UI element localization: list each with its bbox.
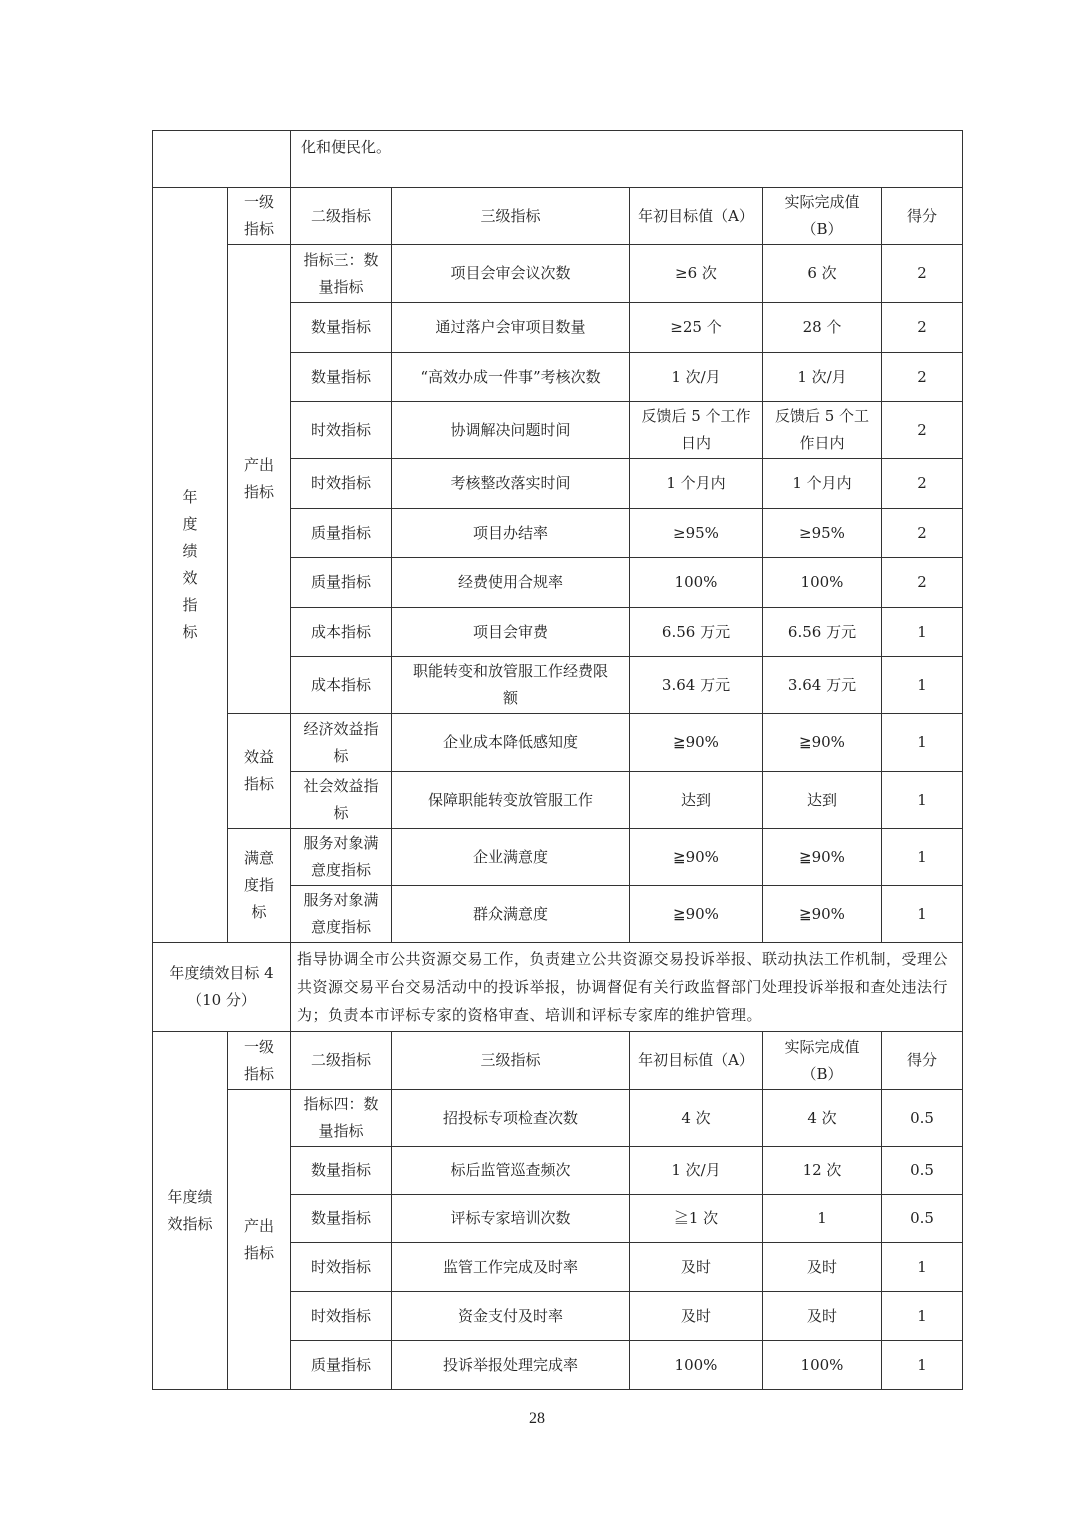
header-score: 得分	[882, 1032, 963, 1090]
cell-level2: 服务对象满 意度指标	[291, 829, 392, 886]
page-number: 28	[529, 1410, 545, 1427]
cell-level2: 数量指标	[291, 1195, 392, 1243]
header-level2: 二级指标	[291, 188, 392, 245]
performance-table	[152, 130, 963, 1390]
cell-score: 2	[882, 402, 963, 459]
cell-level2: 质量指标	[291, 509, 392, 558]
cell-score: 2	[882, 558, 963, 608]
cell-target: 1 次/月	[630, 353, 763, 402]
cell-level3: 考核整改落实时间	[392, 459, 630, 509]
group-output: 产出 指标	[228, 1090, 291, 1390]
cell-level2: 时效指标	[291, 459, 392, 509]
annual-indicator-label: 年 度 绩 效 指 标	[153, 188, 228, 943]
header-level1: 一级 指标	[228, 188, 291, 245]
cell-score: 1	[882, 714, 963, 772]
cell-level2: 社会效益指 标	[291, 772, 392, 829]
group-satisfaction: 满意 度指 标	[228, 829, 291, 943]
table-row	[153, 245, 963, 303]
cell-target: ≥25 个	[630, 303, 763, 353]
cell-level3: 职能转变和放管服工作经费限 额	[392, 657, 630, 714]
cell-actual: 100%	[763, 558, 882, 608]
cell-target: ≧90%	[630, 829, 763, 886]
cell-actual: ≧90%	[763, 886, 882, 943]
cell-score: 2	[882, 459, 963, 509]
cell-level2: 数量指标	[291, 1147, 392, 1195]
cell-target: 6.56 万元	[630, 608, 763, 657]
cell-score: 2	[882, 509, 963, 558]
header-level1: 一级 指标	[228, 1032, 291, 1090]
header-target: 年初目标值（A）	[630, 1032, 763, 1090]
header-target: 年初目标值（A）	[630, 188, 763, 245]
cell-score: 2	[882, 245, 963, 303]
cell-level2: 成本指标	[291, 657, 392, 714]
cell-target: ≧90%	[630, 886, 763, 943]
cell-score: 1	[882, 772, 963, 829]
annual-indicator-label: 年度绩 效指标	[153, 1032, 228, 1390]
cell-target: 4 次	[630, 1090, 763, 1147]
cell-level3: 通过落户会审项目数量	[392, 303, 630, 353]
cell-level3: 招投标专项检查次数	[392, 1090, 630, 1147]
cell-level3: 群众满意度	[392, 886, 630, 943]
cell-level3: 项目办结率	[392, 509, 630, 558]
cell-actual: 3.64 万元	[763, 657, 882, 714]
goal4-label: 年度绩效目标 4 （10 分）	[153, 943, 291, 1032]
cell-level3: 监管工作完成及时率	[392, 1243, 630, 1292]
cell-level3: 经费使用合规率	[392, 558, 630, 608]
cell-level2: 服务对象满 意度指标	[291, 886, 392, 943]
cell-level3: 协调解决问题时间	[392, 402, 630, 459]
cell-score: 1	[882, 829, 963, 886]
cell-target: 及时	[630, 1292, 763, 1341]
cell-score: 1	[882, 657, 963, 714]
cell-actual: 1 个月内	[763, 459, 882, 509]
cell-level2: 经济效益指 标	[291, 714, 392, 772]
cell-level3: 资金支付及时率	[392, 1292, 630, 1341]
header-score: 得分	[882, 188, 963, 245]
cell-level2: 质量指标	[291, 1341, 392, 1390]
cell-level3: 项目会审会议次数	[392, 245, 630, 303]
cell-level3: 评标专家培训次数	[392, 1195, 630, 1243]
cell-actual: 及时	[763, 1292, 882, 1341]
cell-level2: 指标四：数 量指标	[291, 1090, 392, 1147]
header-level2: 二级指标	[291, 1032, 392, 1090]
cell-level2: 时效指标	[291, 1292, 392, 1341]
cell-actual: 28 个	[763, 303, 882, 353]
cell-level2: 成本指标	[291, 608, 392, 657]
cell-actual: 100%	[763, 1341, 882, 1390]
cell-level3: “高效办成一件事”考核次数	[392, 353, 630, 402]
cell-actual: ≥95%	[763, 509, 882, 558]
cell-score: 0.5	[882, 1147, 963, 1195]
empty-cell	[153, 131, 291, 188]
cell-level3: 投诉举报处理完成率	[392, 1341, 630, 1390]
cell-level2: 指标三：数 量指标	[291, 245, 392, 303]
cell-level2: 数量指标	[291, 353, 392, 402]
table-row	[153, 714, 963, 772]
group-output: 产出 指标	[228, 245, 291, 714]
table-header-row	[153, 1032, 963, 1090]
cell-score: 1	[882, 608, 963, 657]
group-benefit: 效益 指标	[228, 714, 291, 829]
cell-actual: 12 次	[763, 1147, 882, 1195]
cell-actual: 6 次	[763, 245, 882, 303]
goal4-description: 指导协调全市公共资源交易工作，负责建立公共资源交易投诉举报、联动执法工作机制，受理公共资源交易平台交易活动中的投诉举报，协调督促有关行政监督部门处理投诉举报和查处违法行为；负责本市评标专家的资格审查、培训和评标专家库的维护管理。	[291, 943, 963, 1032]
cell-score: 0.5	[882, 1195, 963, 1243]
top-text-row	[153, 131, 963, 188]
cell-score: 2	[882, 303, 963, 353]
cell-actual: 1 次/月	[763, 353, 882, 402]
cell-actual: ≧90%	[763, 714, 882, 772]
cell-actual: 及时	[763, 1243, 882, 1292]
cell-level3: 企业成本降低感知度	[392, 714, 630, 772]
header-level3: 三级指标	[392, 1032, 630, 1090]
cell-level2: 时效指标	[291, 1243, 392, 1292]
cell-level2: 质量指标	[291, 558, 392, 608]
goal4-row	[153, 943, 963, 1032]
cell-target: ≧1 次	[630, 1195, 763, 1243]
table-header-row	[153, 188, 963, 245]
cell-actual: ≧90%	[763, 829, 882, 886]
cell-actual: 1	[763, 1195, 882, 1243]
cell-target: 1 个月内	[630, 459, 763, 509]
table-row	[153, 1090, 963, 1147]
cell-score: 0.5	[882, 1090, 963, 1147]
cell-target: 达到	[630, 772, 763, 829]
cell-level2: 数量指标	[291, 303, 392, 353]
cell-target: ≥6 次	[630, 245, 763, 303]
header-actual: 实际完成值 （B）	[763, 1032, 882, 1090]
cell-score: 2	[882, 353, 963, 402]
continued-text: 化和便民化。	[291, 131, 963, 188]
cell-target: 3.64 万元	[630, 657, 763, 714]
table-row	[153, 829, 963, 886]
cell-target: 100%	[630, 1341, 763, 1390]
cell-actual: 达到	[763, 772, 882, 829]
cell-score: 1	[882, 1292, 963, 1341]
cell-target: ≧90%	[630, 714, 763, 772]
cell-level3: 标后监管巡查频次	[392, 1147, 630, 1195]
cell-target: 反馈后 5 个工作 日内	[630, 402, 763, 459]
cell-score: 1	[882, 1341, 963, 1390]
cell-actual: 4 次	[763, 1090, 882, 1147]
cell-target: ≥95%	[630, 509, 763, 558]
cell-level2: 时效指标	[291, 402, 392, 459]
header-actual: 实际完成值 （B）	[763, 188, 882, 245]
cell-target: 及时	[630, 1243, 763, 1292]
cell-score: 1	[882, 886, 963, 943]
cell-target: 1 次/月	[630, 1147, 763, 1195]
cell-level3: 项目会审费	[392, 608, 630, 657]
cell-level3: 企业满意度	[392, 829, 630, 886]
cell-score: 1	[882, 1243, 963, 1292]
cell-target: 100%	[630, 558, 763, 608]
header-level3: 三级指标	[392, 188, 630, 245]
cell-actual: 6.56 万元	[763, 608, 882, 657]
cell-level3: 保障职能转变放管服工作	[392, 772, 630, 829]
cell-actual: 反馈后 5 个工 作日内	[763, 402, 882, 459]
